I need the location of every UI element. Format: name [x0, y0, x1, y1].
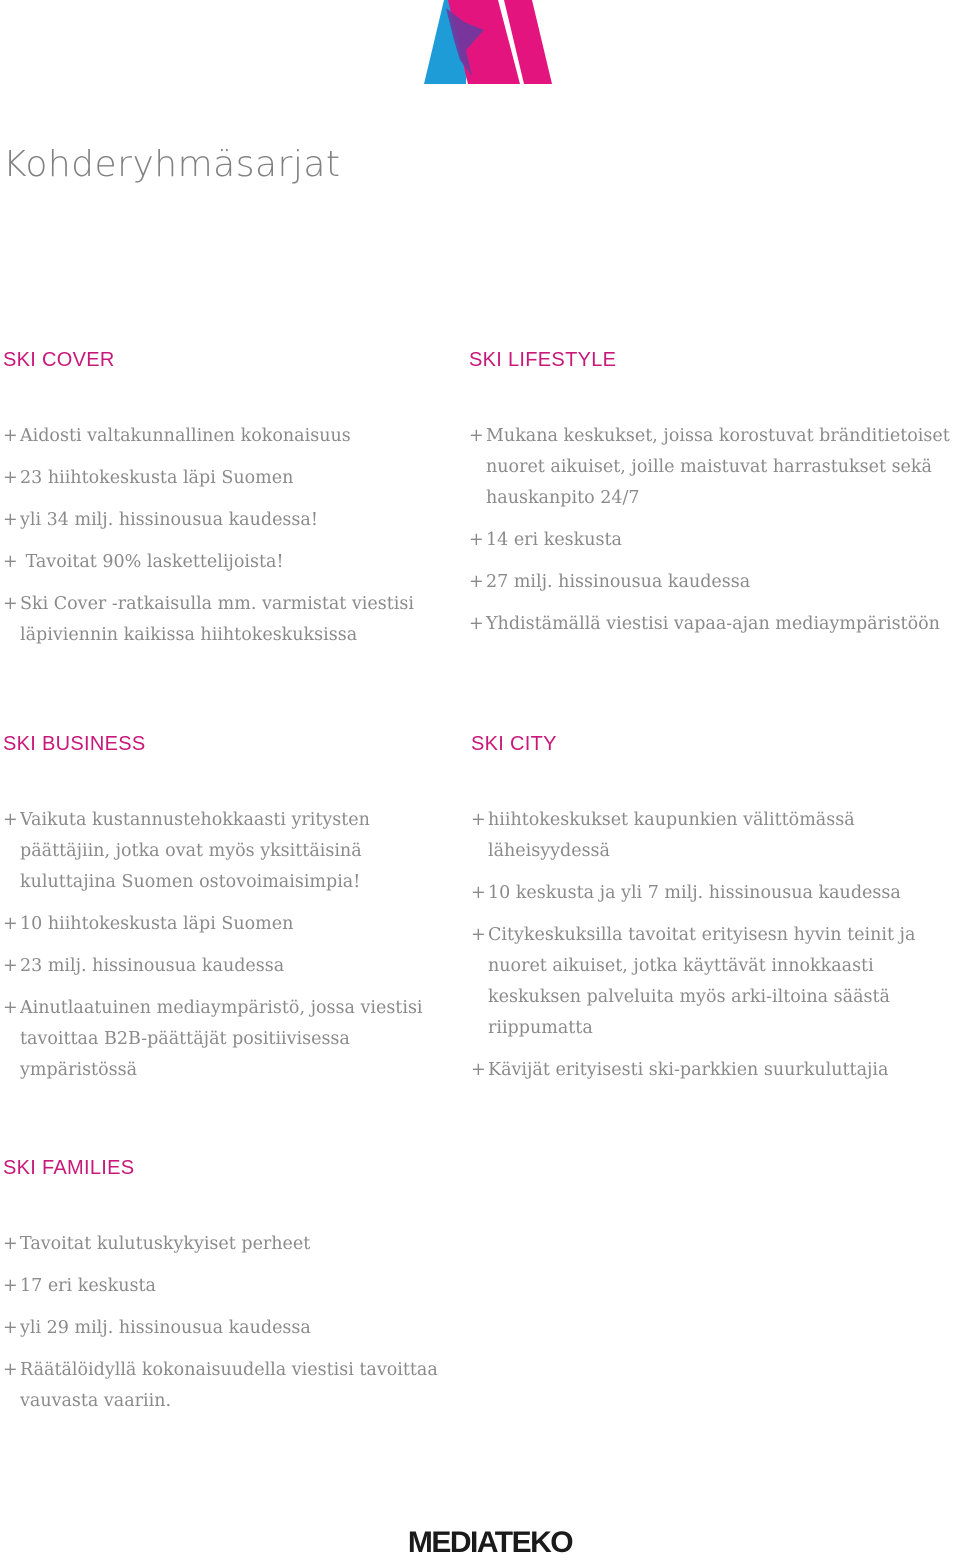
list-item-text: Mukana keskukset, joissa korostuvat bränditietoiset nuoret aikuiset, joille maistuvat harrastukset sekä hauskanpito 24/7 [486, 426, 950, 508]
logo-wordmark-text: MEDIATEKO [407, 1526, 573, 1556]
plus-bullet: + [469, 572, 484, 592]
list-item-text: 23 milj. hissinousua kaudessa [20, 956, 285, 976]
list-item [469, 609, 960, 640]
list-item [3, 421, 443, 452]
list-item-text: Tavoitat kulutuskykyiset perheet [20, 1234, 311, 1254]
plus-bullet: + [3, 1318, 18, 1338]
plus-bullet: + [3, 594, 18, 614]
section-ski-city [471, 731, 941, 1097]
section-ski-cover [3, 347, 443, 662]
list-item [3, 805, 443, 898]
list-item-text: Ainutlaatuinen mediaympäristö, jossa viestisi tavoittaa B2B-päättäjät positiivisessa ympäristössä [20, 998, 423, 1080]
list-item [3, 909, 443, 940]
plus-bullet: + [471, 925, 486, 945]
section-title: SKI CITY [471, 733, 557, 755]
list-item-text: 10 hiihtokeskusta läpi Suomen [20, 914, 294, 934]
plus-bullet: + [469, 530, 484, 550]
list-item [469, 421, 960, 514]
bullet-list [471, 805, 941, 1086]
list-item-text: 10 keskusta ja yli 7 milj. hissinousua kaudessa [488, 883, 901, 903]
plus-bullet: + [471, 1060, 486, 1080]
plus-bullet: + [3, 468, 18, 488]
plus-bullet: + [3, 914, 18, 934]
list-item-text: Räätälöidyllä kokonaisuudella viestisi tavoittaa vauvasta vaariin. [20, 1360, 438, 1411]
list-item [471, 805, 941, 867]
mediateko-wordmark-logo [390, 1520, 590, 1556]
section-title: SKI FAMILIES [3, 1157, 135, 1179]
bullet-list [3, 421, 443, 651]
list-item-text: Citykeskuksilla tavoitat erityisesn hyvin teinit ja nuoret aikuiset, jotka käyttävät innokkaasti keskuksen palveluita myös arki-iltoina säästä riippumatta [488, 925, 916, 1038]
plus-bullet: + [3, 998, 18, 1018]
list-item [471, 878, 941, 909]
section-title: SKI BUSINESS [3, 733, 146, 755]
section-ski-families [3, 1155, 443, 1428]
list-item [3, 1313, 443, 1344]
list-item [3, 993, 443, 1086]
plus-bullet: + [3, 1360, 18, 1380]
list-item [3, 547, 443, 578]
list-item-text: 14 eri keskusta [486, 530, 622, 550]
list-item-text: 27 milj. hissinousua kaudessa [486, 572, 751, 592]
list-item [469, 567, 960, 598]
list-item [3, 1271, 443, 1302]
plus-bullet: + [471, 883, 486, 903]
bullet-list [469, 421, 960, 640]
list-item-text: Tavoitat 90% laskettelijoista! [20, 552, 284, 572]
list-item-text: 17 eri keskusta [20, 1276, 156, 1296]
list-item-text: Aidosti valtakunnallinen kokonaisuus [20, 426, 351, 446]
page-title: Kohderyhmäsarjat [3, 144, 341, 185]
plus-bullet: + [3, 426, 18, 446]
plus-bullet: + [3, 956, 18, 976]
list-item [3, 463, 443, 494]
mediateko-mountain-logo-icon [420, 0, 556, 88]
section-ski-lifestyle [469, 347, 960, 651]
list-item [3, 505, 443, 536]
plus-bullet: + [471, 810, 486, 830]
list-item [3, 951, 443, 982]
list-item-text: Yhdistämällä viestisi vapaa-ajan mediaympäristöön [486, 614, 940, 634]
list-item-text: 23 hiihtokeskusta läpi Suomen [20, 468, 294, 488]
bullet-list [3, 1229, 443, 1417]
plus-bullet: + [3, 1234, 18, 1254]
list-item-text: yli 34 milj. hissinousua kaudessa! [20, 510, 318, 530]
list-item-text: hiihtokeskukset kaupunkien välittömässä läheisyydessä [488, 810, 855, 861]
plus-bullet: + [469, 426, 484, 446]
section-title: SKI LIFESTYLE [469, 349, 617, 371]
bullet-list [3, 805, 443, 1086]
list-item-text: yli 29 milj. hissinousua kaudessa [20, 1318, 311, 1338]
section-title: SKI COVER [3, 349, 115, 371]
list-item [3, 1355, 443, 1417]
section-ski-business [3, 731, 443, 1097]
plus-bullet: + [469, 614, 484, 634]
list-item [3, 589, 443, 651]
list-item-text: Ski Cover -ratkaisulla mm. varmistat viestisi läpiviennin kaikissa hiihtokeskuksissa [20, 594, 414, 645]
plus-bullet: + [3, 510, 18, 530]
list-item [3, 1229, 443, 1260]
list-item [471, 1055, 941, 1086]
list-item [471, 920, 941, 1044]
list-item-text: Vaikuta kustannustehokkaasti yritysten päättäjiin, jotka ovat myös yksittäisinä kuluttajina Suomen ostovoimaisimpia! [20, 810, 370, 892]
list-item-text: Kävijät erityisesti ski-parkkien suurkuluttajia [488, 1060, 889, 1080]
plus-bullet: + [3, 1276, 18, 1296]
plus-bullet: + [3, 552, 18, 572]
list-item [469, 525, 960, 556]
plus-bullet: + [3, 810, 18, 830]
